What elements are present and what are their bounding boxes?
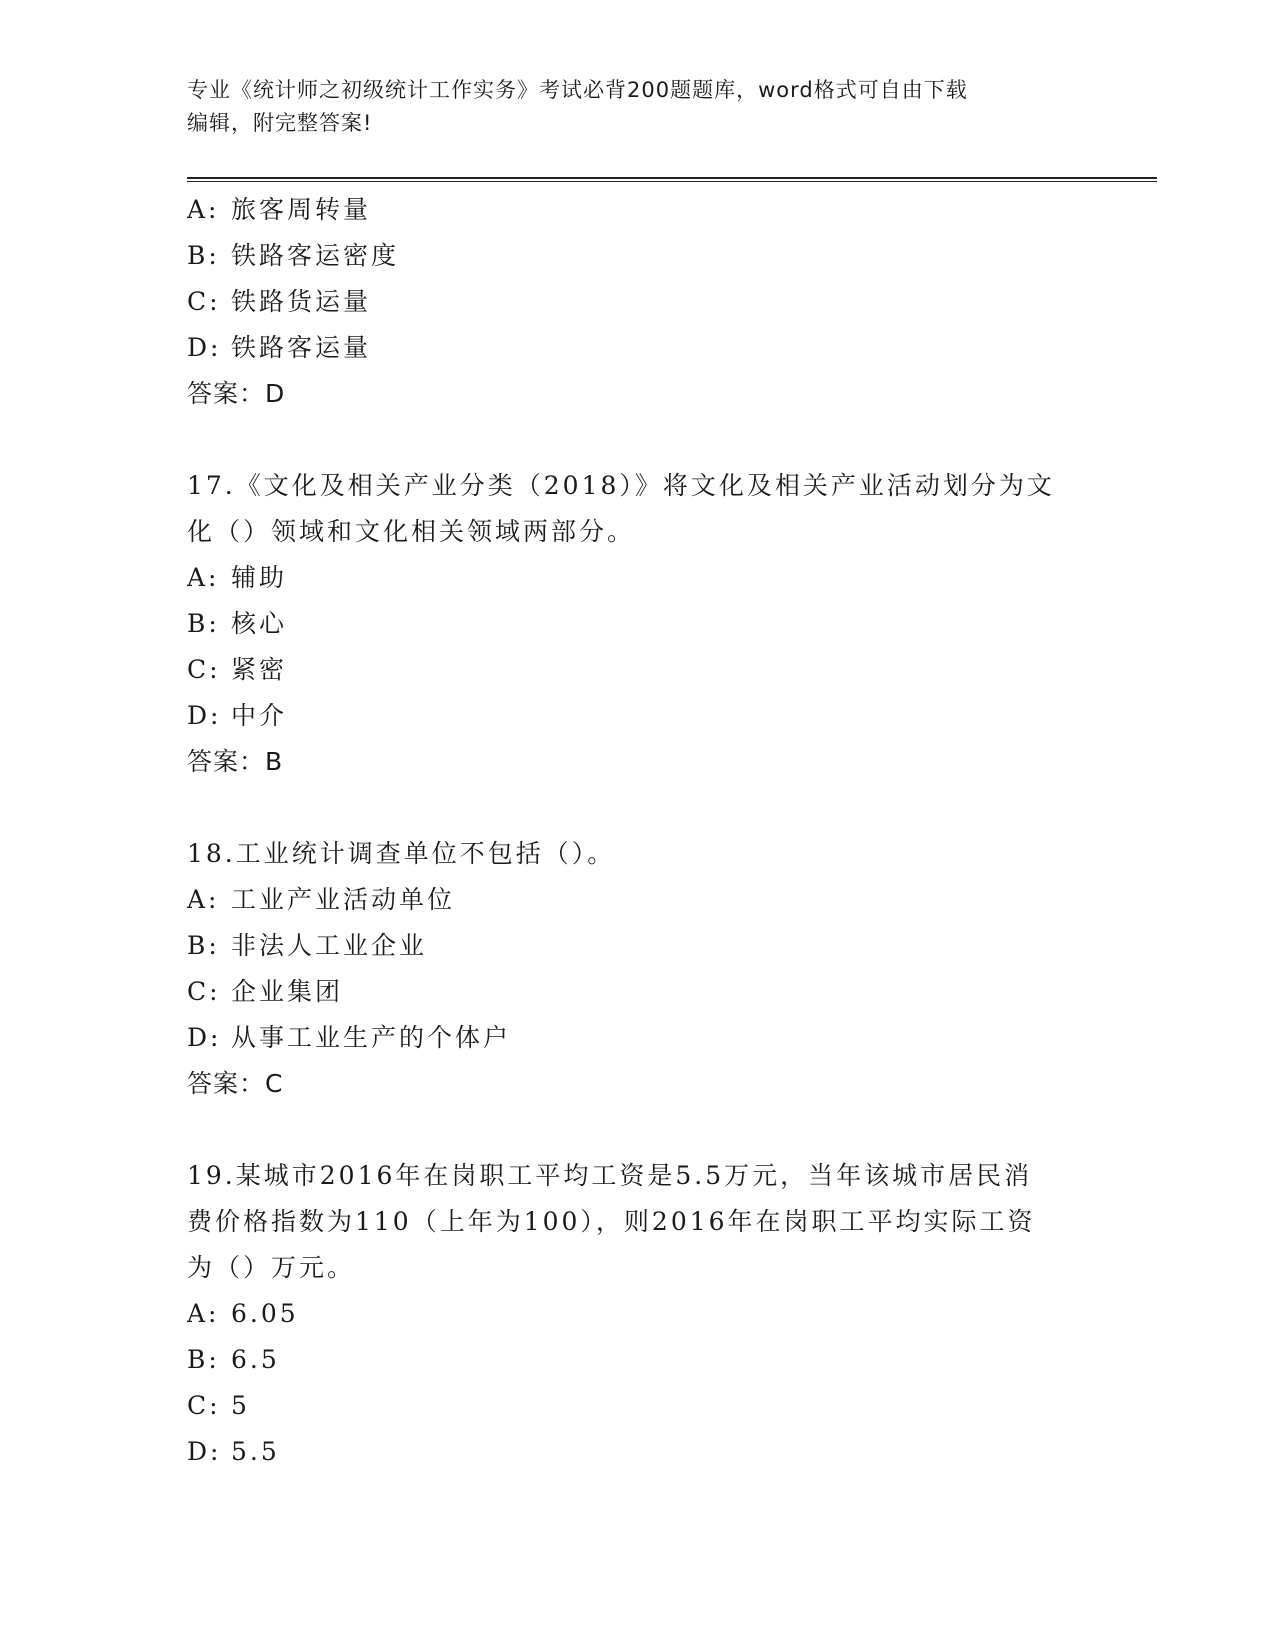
option-c: C: 铁路货运量: [187, 287, 372, 316]
header-line-1: 专业《统计师之初级统计工作实务》考试必背200题题库，word格式可自由下载: [187, 78, 968, 102]
document-page: [187, 0, 1157, 1650]
option-d: D: 铁路客运量: [187, 333, 372, 362]
option-b: B: 非法人工业企业: [187, 931, 428, 960]
question-stem-line: 化（）领域和文化相关领域两部分。: [187, 517, 636, 546]
question-17: [187, 463, 1157, 785]
option-d: D: 中介: [187, 701, 288, 730]
option-b: B: 铁路客运密度: [187, 241, 400, 270]
option-c: C: 紧密: [187, 655, 288, 684]
option-b: B: 核心: [187, 609, 288, 638]
option-a: A: 工业产业活动单位: [187, 885, 456, 914]
question-stem-line: 19.某城市2016年在岗职工平均工资是5.5万元，当年该城市居民消: [187, 1161, 1033, 1190]
option-c: C: 企业集团: [187, 977, 344, 1006]
header-line-2: 编辑，附完整答案!: [187, 111, 373, 135]
answer: 答案：C: [187, 1069, 284, 1098]
question-stem-line: 18.工业统计调查单位不包括（）。: [187, 839, 616, 868]
question-16: [187, 187, 1157, 417]
option-d: D: 从事工业生产的个体户: [187, 1023, 512, 1052]
question-18: [187, 831, 1157, 1107]
answer: 答案：D: [187, 379, 286, 408]
question-stem-line: 为（）万元。: [187, 1253, 356, 1282]
option-c: C: 5: [187, 1391, 250, 1420]
question-stem-line: 17.《文化及相关产业分类（2018）》将文化及相关产业活动划分为文: [187, 471, 1055, 500]
answer: 答案：B: [187, 747, 284, 776]
option-a: A: 旅客周转量: [187, 195, 372, 224]
header-divider: [187, 177, 1157, 182]
document-header: [187, 74, 1067, 140]
question-list: [187, 187, 1157, 1475]
option-a: A: 辅助: [187, 563, 288, 592]
question-stem-line: 费价格指数为110（上年为100），则2016年在岗职工平均实际工资: [187, 1207, 1036, 1236]
option-d: D: 5.5: [187, 1437, 280, 1466]
option-a: A: 6.05: [187, 1299, 299, 1328]
question-19: [187, 1153, 1157, 1475]
option-b: B: 6.5: [187, 1345, 280, 1374]
